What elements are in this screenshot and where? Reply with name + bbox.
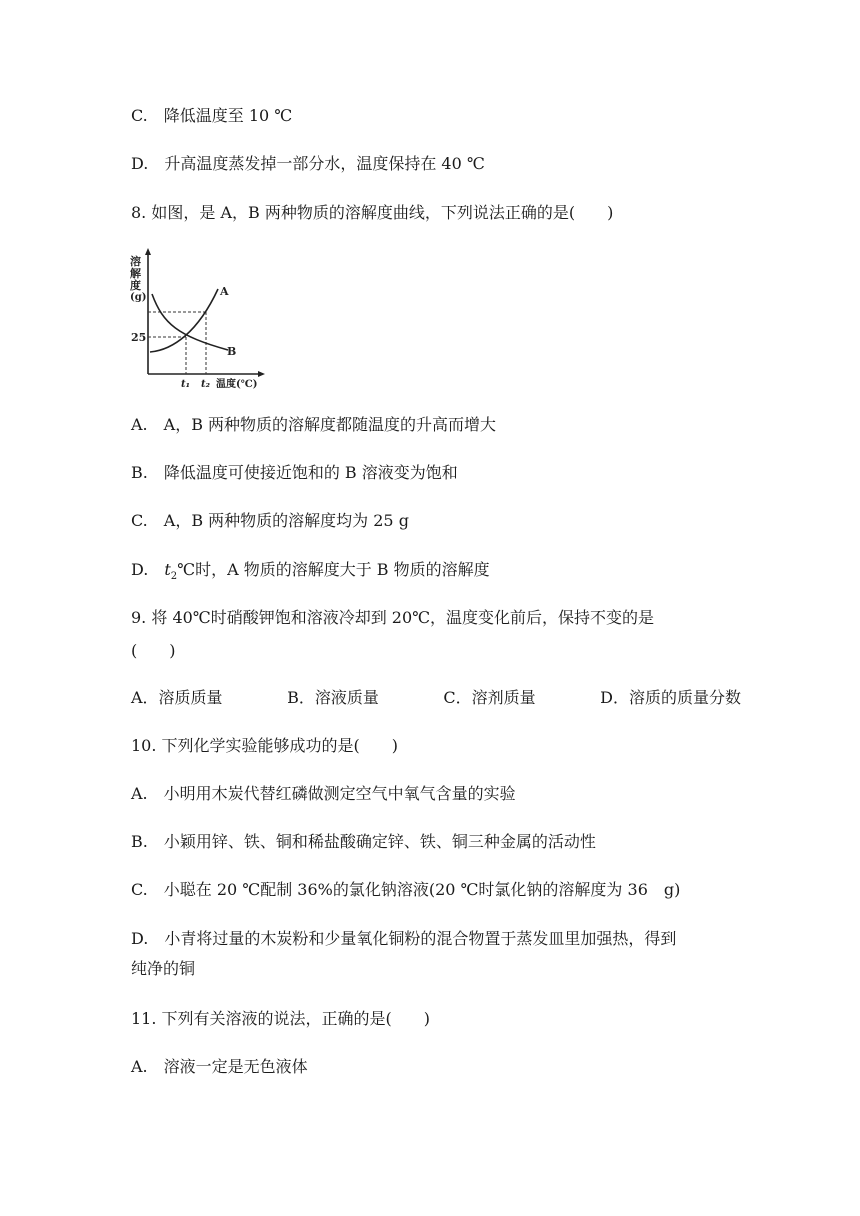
question-8: 8. 如图，是 A，B 两种物质的溶解度曲线，下列说法正确的是( ) — [131, 203, 614, 222]
q9-option-b: B．溶液质量 — [287, 688, 379, 707]
q8-option-d-var: t — [164, 560, 171, 579]
question-10: 10. 下列化学实验能够成功的是( ) — [131, 736, 399, 755]
q11-option-a: A. 溶液一定是无色液体 — [131, 1057, 308, 1076]
q8-option-a: A. A，B 两种物质的溶解度都随温度的升高而增大 — [131, 415, 497, 434]
curve-b-label: B — [227, 345, 237, 358]
y-axis-arrow — [145, 248, 151, 255]
x-tick-t2: t₂ — [201, 379, 210, 390]
q9-option-c: C．溶剂质量 — [443, 688, 536, 707]
q10-option-c: C. 小聪在 20 ℃配制 36%的氯化钠溶液(20 ℃时氯化钠的溶解度为 36 g) — [131, 880, 681, 899]
y-tick-25: 25 — [131, 331, 147, 344]
q8-option-c: C. A，B 两种物质的溶解度均为 25 g — [131, 511, 409, 530]
q9-options-row — [131, 687, 741, 709]
x-axis-arrow — [258, 371, 265, 377]
ylabel-line-2: 解 — [130, 267, 141, 280]
q8-option-d — [131, 559, 490, 588]
q10-option-d-line-2: 纯净的铜 — [131, 959, 196, 978]
question-11: 11. 下列有关溶液的说法，正确的是( ) — [131, 1009, 431, 1028]
curve-a — [150, 289, 218, 352]
question-9-line-1: 9. 将 40℃时硝酸钾饱和溶液冷却到 20℃，温度变化前后，保持不变的是 — [131, 608, 655, 627]
q8-option-b: B. 降低温度可使接近饱和的 B 溶液变为饱和 — [131, 463, 458, 482]
solubility-curve-figure — [128, 244, 268, 392]
q10-option-d-line-1: D. 小青将过量的木炭粉和少量氧化铜粉的混合物置于蒸发皿里加强热，得到 — [131, 929, 677, 948]
q10-option-b: B. 小颖用锌、铁、铜和稀盐酸确定锌、铁、铜三种金属的活动性 — [131, 832, 596, 851]
ylabel-line-1: 溶 — [130, 255, 141, 268]
q10-option-a: A. 小明用木炭代替红磷做测定空气中氧气含量的实验 — [131, 784, 516, 803]
q8-option-d-rest: ℃时，A 物质的溶解度大于 B 物质的溶解度 — [177, 560, 490, 579]
curve-a-label: A — [220, 285, 229, 298]
question-9-line-2: ( ) — [131, 641, 176, 660]
q9-option-a: A．溶质质量 — [131, 688, 223, 707]
q8-option-d-prefix: D. — [131, 560, 165, 579]
option-d-prev: D. 升高温度蒸发掉一部分水，温度保持在 40 ℃ — [131, 154, 485, 173]
option-c-prev: C. 降低温度至 10 ℃ — [131, 106, 293, 125]
x-tick-t1: t₁ — [181, 379, 190, 390]
q9-option-d: D．溶质的质量分数 — [600, 688, 741, 707]
ylabel-line-4: (g) — [130, 292, 147, 303]
ylabel-line-3: 度 — [130, 279, 141, 292]
x-axis-label: 温度(℃) — [216, 379, 258, 390]
curve-b — [152, 294, 228, 350]
q8-option-d-sub: 2 — [170, 571, 178, 583]
